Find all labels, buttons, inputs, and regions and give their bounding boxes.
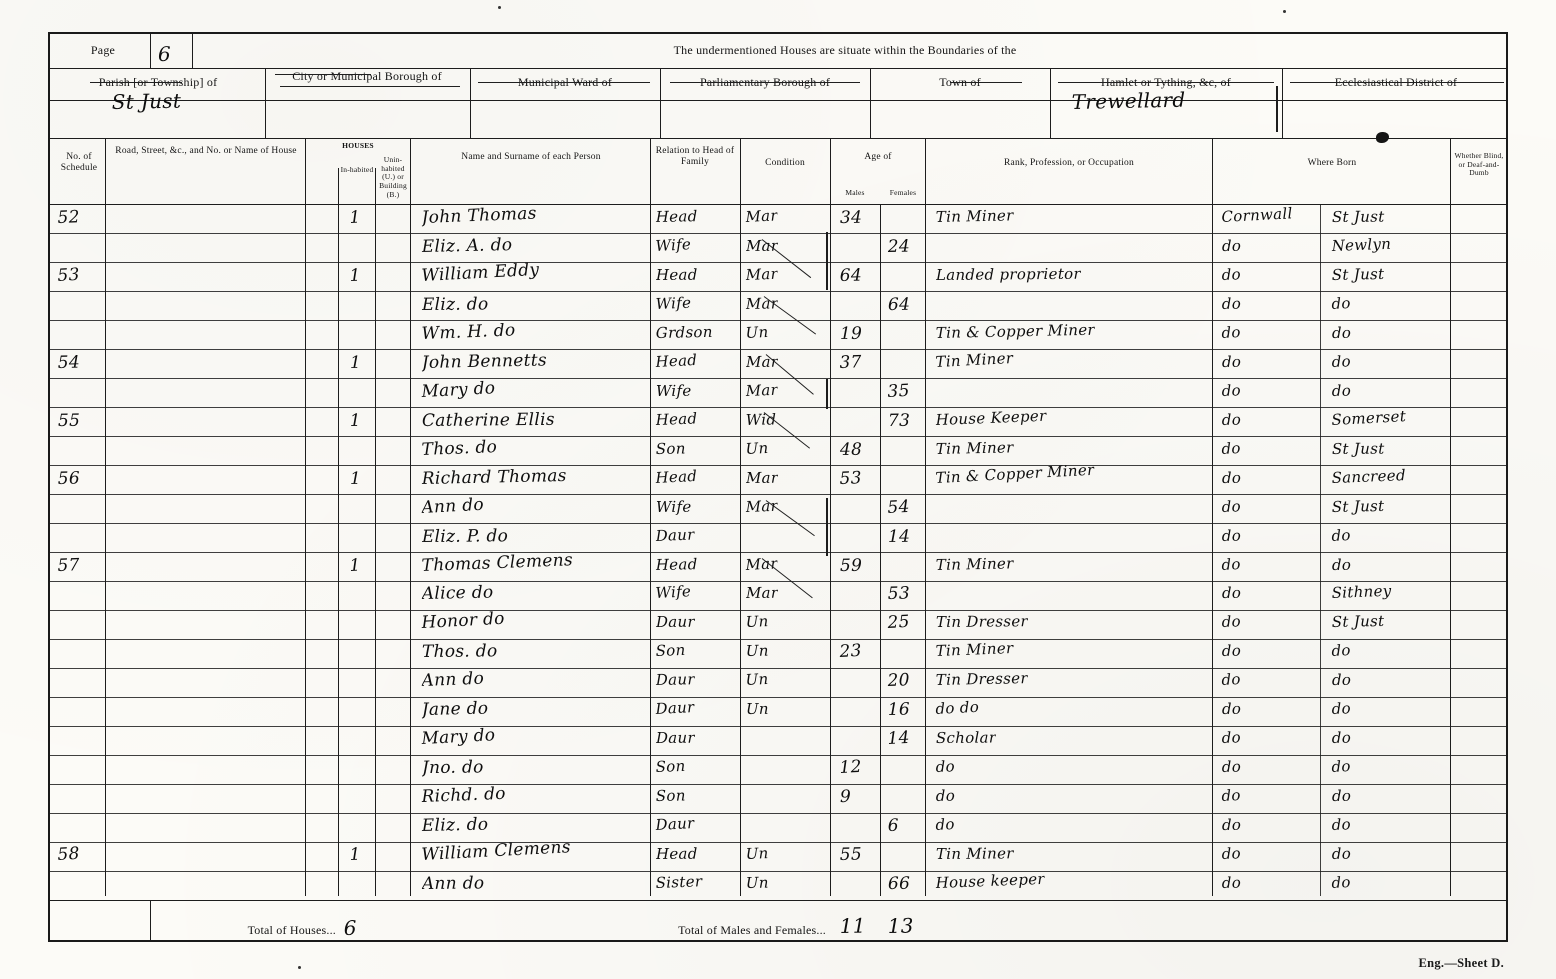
cell-name: Jane do [421, 698, 489, 721]
cell-name: Mary do [420, 725, 496, 750]
cell-born-county: do [1221, 844, 1242, 864]
cell-condition: Un [745, 873, 769, 893]
cell-born-county: do [1221, 265, 1242, 284]
cell-born-place: Sithney [1331, 582, 1392, 603]
cell-relation: Daur [655, 698, 695, 719]
sheet-footer: Eng.—Sheet D. [1418, 956, 1504, 970]
col-header-condition: Condition [765, 158, 805, 168]
cell-occupation: Tin & Copper Miner [935, 320, 1096, 342]
cell-name: John Bennetts [421, 350, 548, 373]
header-label-town: Town of [939, 75, 981, 89]
table-row [50, 754, 1506, 783]
cell-occupation: Tin Miner [935, 348, 1014, 371]
cell-relation: Head [655, 207, 698, 226]
table-row [50, 523, 1506, 552]
cell-condition: Un [745, 438, 769, 458]
header-label-ward: Municipal Ward of [517, 75, 613, 89]
totals-persons-label: Total of Males and Females... [678, 923, 826, 937]
cell-relation: Wife [655, 293, 692, 313]
header-value-hamlet: Trewellard [1071, 87, 1186, 114]
cell-male: 19 [839, 323, 863, 344]
banner-text: The undermentioned Houses are situate within the Boundaries of the [673, 43, 1017, 57]
header-label-parliamentary: Parliamentary Borough of [699, 75, 831, 89]
cell-born-place: do [1331, 293, 1352, 313]
cell-male: 55 [839, 844, 863, 866]
cell-female: 35 [886, 380, 911, 402]
row-divider [50, 138, 1506, 139]
cell-born-place: St Just [1331, 207, 1385, 226]
page-number-value: 6 [157, 41, 172, 66]
header-label-ecclesiastical: Ecclesiastical District of [1334, 75, 1458, 89]
cell-born-place: do [1331, 641, 1352, 661]
table-row [50, 320, 1506, 349]
cell-female: 20 [887, 670, 911, 692]
table-row [50, 609, 1506, 638]
cell-schedule: 54 [57, 352, 81, 373]
totals-houses-value: 6 [343, 915, 358, 940]
cell-name: Eliz. do [421, 294, 489, 315]
cell-born-county: do [1221, 294, 1242, 313]
cell-schedule: 52 [57, 207, 81, 228]
col-header-road: Road, Street, &c., and No. or Name of House [115, 146, 297, 156]
cell-condition: Mar [745, 294, 779, 313]
cell-relation: Son [655, 757, 686, 777]
cell-occupation: Tin & Copper Miner [935, 460, 1095, 487]
cell-relation: Head [655, 265, 698, 284]
totals-males-value: 11 [839, 913, 867, 938]
cell-born-place: St Just [1331, 439, 1385, 458]
cell-name: William Eddy [420, 259, 540, 286]
cell-condition: Mar [745, 584, 779, 603]
cell-born-county: do [1221, 584, 1242, 603]
census-form-table [48, 32, 1508, 942]
header-label-city: City or Municipal Borough of [292, 69, 442, 83]
cell-born-county: do [1221, 786, 1242, 806]
row-divider [50, 100, 1506, 101]
cell-name: Wm. H. do [421, 320, 516, 344]
cell-female: 66 [887, 873, 911, 895]
cell-born-county: Cornwall [1221, 204, 1294, 226]
table-row [50, 667, 1506, 696]
cell-schedule: 53 [56, 264, 81, 286]
cell-relation: Head [655, 466, 698, 487]
cell-inhabited: 1 [348, 207, 362, 228]
cell-name: Catherine Ellis [421, 409, 555, 431]
cell-occupation: Tin Miner [935, 206, 1014, 226]
cell-born-place: do [1331, 555, 1352, 574]
col-header-inhabited: In-habited [340, 165, 374, 174]
col-header-occupation: Rank, Profession, or Occupation [1004, 158, 1134, 168]
cell-male: 53 [839, 467, 863, 489]
cell-condition: Mar [745, 380, 779, 400]
cell-relation: Daur [655, 525, 695, 545]
cell-relation: Wife [655, 582, 692, 603]
cell-occupation: Tin Miner [935, 639, 1014, 661]
cell-name: Thomas Clemens [421, 549, 574, 576]
cell-born-place: do [1331, 323, 1352, 342]
cell-born-county: do [1221, 438, 1242, 458]
cell-male: 9 [839, 787, 852, 808]
cell-born-place: do [1331, 381, 1352, 400]
cell-relation: Daur [655, 613, 696, 632]
cell-name: Eliz. do [421, 814, 489, 837]
cell-condition: Mar [745, 352, 779, 371]
cell-born-county: do [1221, 670, 1242, 690]
cell-schedule: 57 [57, 554, 81, 576]
cell-female: 73 [887, 410, 911, 431]
cell-male: 59 [839, 555, 863, 576]
cell-born-place: do [1331, 787, 1352, 806]
cell-condition: Un [745, 612, 769, 632]
cell-born-county: do [1221, 410, 1242, 429]
cell-relation: Son [655, 786, 686, 806]
cell-born-county: do [1221, 873, 1242, 893]
cell-condition: Un [745, 844, 769, 864]
cell-female: 64 [887, 294, 911, 315]
cell-male: 34 [839, 207, 863, 228]
cell-inhabited: 1 [349, 352, 362, 373]
cell-female: 14 [886, 728, 911, 750]
cell-born-place: do [1331, 671, 1352, 690]
ink-blot [1376, 132, 1389, 143]
cell-male: 37 [839, 351, 863, 373]
cell-female: 14 [887, 526, 911, 547]
cell-inhabited: 1 [349, 844, 362, 866]
cell-name: Alice do [421, 582, 494, 605]
cell-name: Mary do [420, 377, 496, 402]
cell-born-place: St Just [1331, 612, 1385, 632]
totals-top-divider [50, 900, 1506, 901]
cell-name: Thos. do [421, 641, 498, 663]
cell-relation: Head [655, 409, 698, 429]
cell-name: Ann do [421, 873, 485, 895]
col-header-schedule: No. of Schedule [60, 152, 98, 173]
cell-born-place: do [1331, 525, 1352, 545]
cell-female: 6 [887, 815, 900, 837]
cell-born-place: do [1331, 699, 1352, 719]
page-label: Page [90, 43, 116, 57]
cell-born-county: do [1221, 554, 1242, 574]
table-row [50, 436, 1506, 465]
row-divider [50, 68, 1506, 69]
cell-born-county: do [1221, 757, 1242, 777]
col-header-disability: Whether Blind, or Deaf-and-Dumb [1454, 151, 1504, 178]
cell-born-county: do [1221, 352, 1242, 371]
cell-female: 25 [886, 612, 911, 634]
cell-inhabited: 1 [349, 410, 362, 431]
cell-relation: Head [655, 554, 698, 574]
cell-born-county: do [1221, 612, 1242, 632]
cell-female: 53 [887, 584, 911, 605]
cell-born-county: do [1221, 641, 1242, 661]
cell-condition: Un [745, 700, 769, 719]
cell-female: 54 [886, 496, 911, 518]
cell-born-place: do [1331, 844, 1352, 864]
scan-speck [298, 966, 301, 969]
col-header-females: Females [889, 188, 917, 197]
header-label-parish: Parish [or Township] of [98, 75, 218, 89]
cell-condition: Mar [745, 553, 779, 574]
cell-inhabited: 1 [349, 265, 362, 286]
cell-occupation: Tin Miner [935, 553, 1014, 574]
cell-occupation: Tin Miner [935, 438, 1014, 458]
col-header-whereborn: Where Born [1307, 158, 1357, 168]
cell-occupation: do [935, 757, 956, 777]
cell-condition: Mar [745, 264, 779, 284]
cell-born-county: do [1221, 700, 1242, 719]
cell-name: Jno. do [421, 757, 484, 779]
cell-relation: Grdson [655, 322, 713, 342]
cell-name: John Thomas [421, 203, 538, 228]
scan-speck [1283, 10, 1286, 13]
cell-relation: Wife [655, 235, 692, 255]
cell-male: 12 [838, 757, 863, 779]
col-header-houses: HOUSES [342, 141, 374, 150]
cell-born-place: Newlyn [1331, 234, 1392, 255]
col-header-uninhabited: Unin-habited (U.) or Building (B.) [379, 155, 407, 199]
cell-name: Eliz. A. do [421, 235, 513, 257]
cell-relation: Wife [655, 381, 692, 400]
cell-born-place: do [1331, 757, 1352, 777]
cell-relation: Head [655, 350, 698, 371]
cell-name: Richard Thomas [421, 465, 567, 489]
table-row [50, 407, 1506, 436]
cell-born-county: do [1221, 468, 1242, 487]
table-row [50, 841, 1506, 870]
cell-occupation: do [935, 786, 956, 806]
cell-born-place: St Just [1331, 264, 1385, 284]
table-row [50, 638, 1506, 667]
cell-occupation: do do [935, 698, 980, 719]
table-row [50, 696, 1506, 725]
totals-houses-label: Total of Houses... [247, 923, 336, 937]
cell-born-place: do [1331, 352, 1352, 371]
cell-born-place: do [1331, 873, 1352, 893]
table-row [50, 783, 1506, 812]
cell-condition: Un [745, 322, 769, 342]
cell-name: William Clemens [420, 837, 572, 866]
cell-occupation: Tin Dresser [935, 612, 1029, 632]
cell-born-county: do [1221, 381, 1242, 400]
cell-name: Honor do [420, 609, 506, 634]
cell-born-place: do [1331, 728, 1352, 748]
cell-born-county: do [1221, 496, 1242, 516]
cell-name: Eliz. P. do [421, 525, 509, 547]
cell-relation: Sister [655, 872, 703, 893]
cell-condition: Mar [745, 236, 779, 255]
col-header-relation: Relation to Head of Family [655, 146, 735, 167]
cell-occupation: Tin Miner [935, 844, 1014, 864]
cell-occupation: House Keeper [935, 406, 1047, 429]
cell-male: 23 [838, 641, 863, 663]
cell-relation: Wife [655, 497, 692, 516]
cell-name: Ann do [420, 494, 485, 518]
table-row [50, 812, 1506, 841]
cell-schedule: 55 [57, 410, 81, 431]
cell-born-place: Sancreed [1331, 465, 1407, 487]
cell-relation: Daur [655, 670, 696, 690]
cell-born-county: do [1221, 526, 1242, 545]
cell-relation: Daur [655, 728, 696, 748]
cell-name: Thos. do [421, 436, 498, 460]
cell-relation: Son [655, 641, 686, 661]
cell-born-place: Somerset [1331, 406, 1407, 429]
cell-born-place: do [1331, 815, 1352, 835]
col-header-age: Age of [864, 152, 892, 162]
cell-condition: Un [745, 641, 769, 661]
table-row [50, 725, 1506, 754]
cell-condition: Un [745, 670, 769, 690]
cell-relation: Head [655, 844, 698, 864]
cell-inhabited: 1 [349, 468, 362, 489]
cell-occupation: Tin Dresser [935, 669, 1029, 690]
cell-occupation: Scholar [935, 728, 997, 748]
cell-schedule: 58 [56, 843, 81, 866]
cell-born-county: do [1221, 815, 1242, 835]
cell-occupation: do [935, 815, 956, 835]
cell-condition: Wid [745, 410, 777, 429]
cell-born-county: do [1221, 322, 1242, 342]
totals-females-value: 13 [887, 913, 915, 938]
cell-female: 16 [887, 699, 911, 721]
cell-female: 24 [887, 236, 911, 257]
header-value-parish: St Just [111, 88, 182, 114]
cell-occupation: House keeper [935, 869, 1046, 893]
cell-male: 64 [839, 265, 863, 286]
cell-relation: Daur [655, 814, 695, 835]
col-header-males: Males [845, 188, 865, 197]
cell-born-place: St Just [1331, 496, 1385, 516]
cell-occupation: Landed proprietor [935, 264, 1081, 284]
cell-schedule: 56 [57, 468, 81, 489]
cell-name: Richd. do [421, 783, 507, 808]
cell-condition: Mar [745, 206, 779, 226]
cell-male: 48 [839, 439, 863, 460]
scan-speck [498, 6, 501, 9]
cell-born-county: do [1221, 236, 1242, 255]
cell-condition: Mar [745, 468, 779, 487]
table-row [50, 870, 1506, 899]
header-label-hamlet: Hamlet or Tything, &c, of [1101, 75, 1231, 89]
cell-name: Ann do [421, 668, 485, 692]
cell-inhabited: 1 [348, 554, 362, 576]
cell-condition: Mar [745, 496, 779, 516]
col-header-name: Name and Surname of each Person [461, 152, 601, 162]
cell-born-county: do [1221, 728, 1242, 748]
cell-relation: Son [655, 439, 686, 458]
